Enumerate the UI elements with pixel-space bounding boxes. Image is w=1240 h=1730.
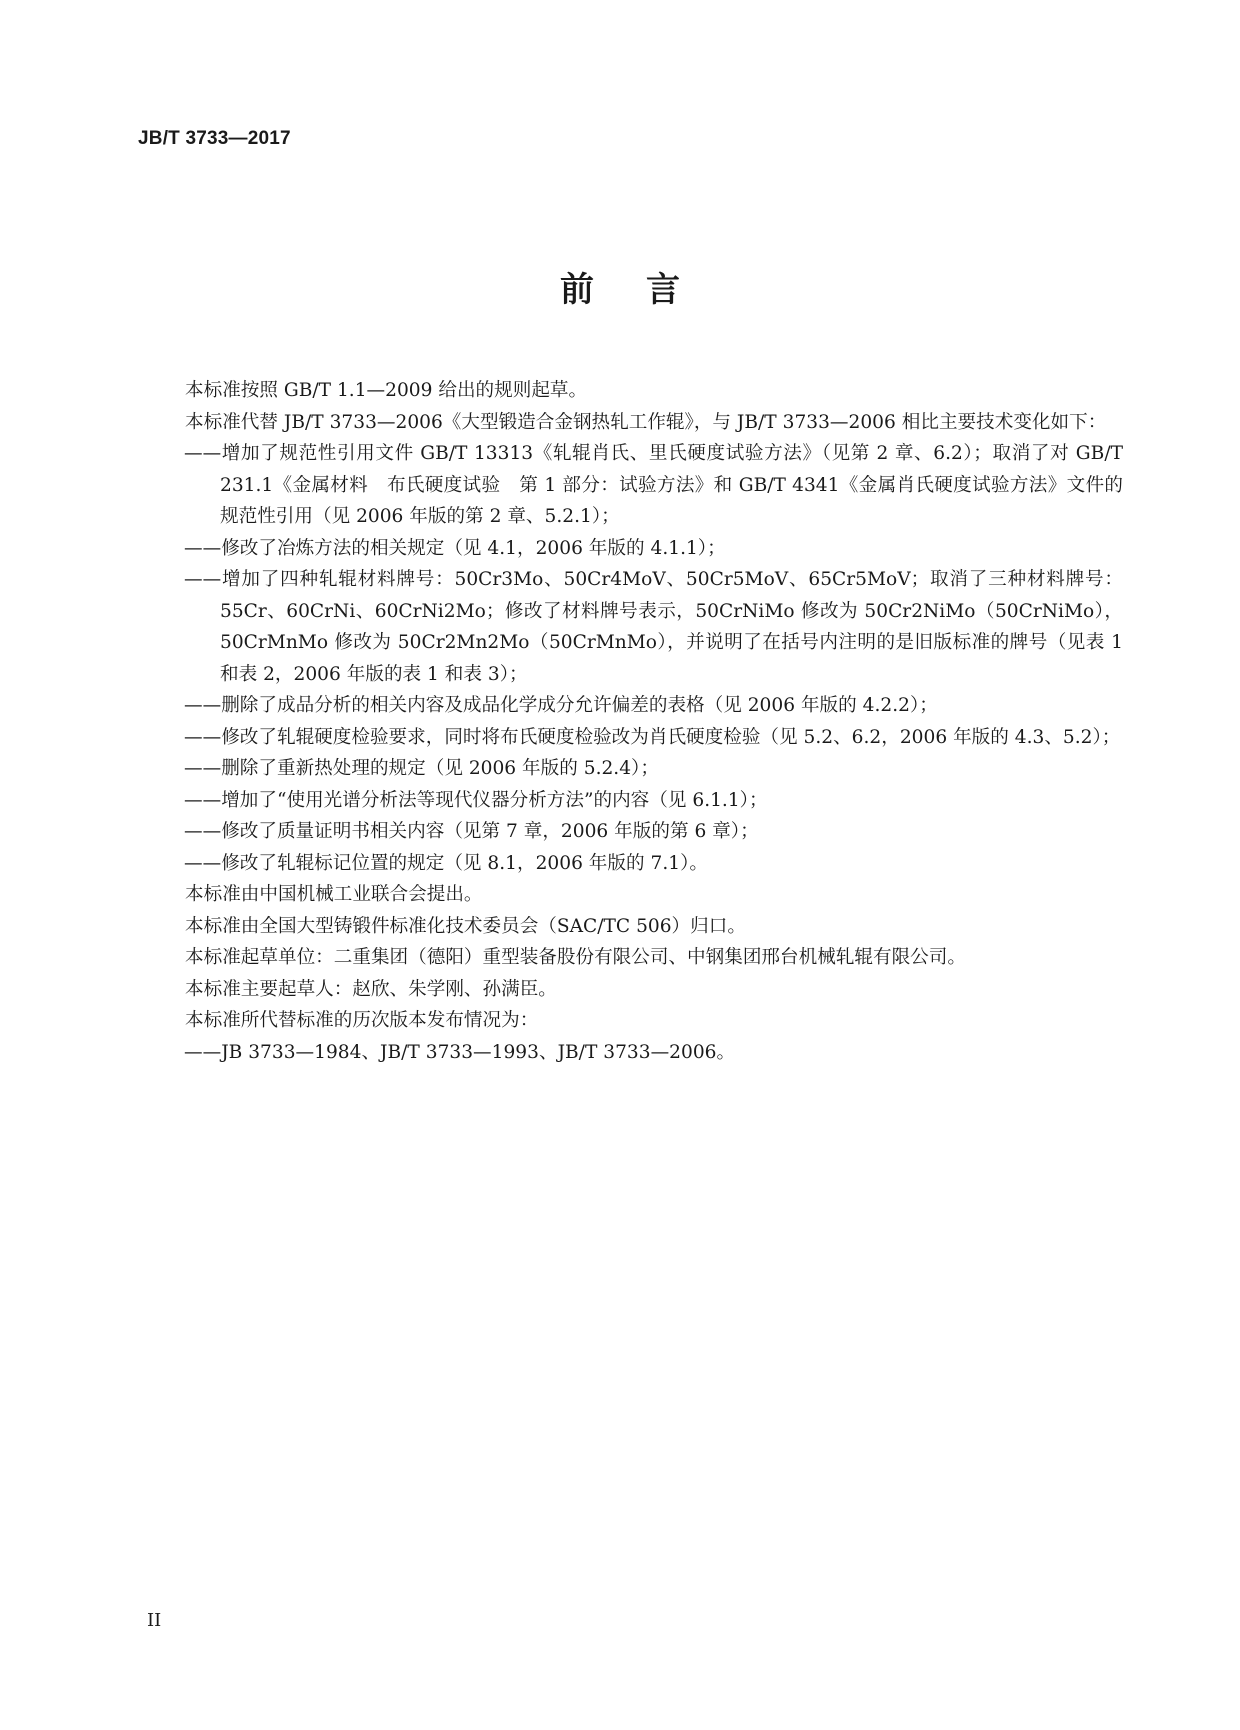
- change-item: ——修改了质量证明书相关内容（见第 7 章，2006 年版的第 6 章）；: [184, 821, 759, 842]
- paragraph-replacement: 本标准代替 JB/T 3733—2006《大型锻造合金钢热轧工作辊》，与 JB/T 3733—2006 相比主要技术变化如下：: [185, 411, 1107, 433]
- change-item: ——修改了冶炼方法的相关规定（见 4.1，2006 年版的 4.1.1）；: [184, 537, 726, 559]
- paragraph-proposer: 本标准由中国机械工业联合会提出。: [185, 884, 483, 905]
- paragraph-drafters: 本标准主要起草人：赵欣、朱学刚、孙满臣。: [185, 978, 557, 1000]
- history-item: ——JB 3733—1984、JB/T 3733—1993、JB/T 3733—2006。: [184, 1041, 736, 1063]
- paragraph-history-intro: 本标准所代替标准的历次版本发布情况为：: [185, 1010, 539, 1031]
- change-item: ——增加了“使用光谱分析法等现代仪器分析方法”的内容（见 6.1.1）；: [184, 789, 768, 811]
- paragraph-drafting-rules: 本标准按照 GB/T 1.1—2009 给出的规则起草。: [185, 380, 588, 401]
- change-item: ——删除了成品分析的相关内容及成品化学成分允许偏差的表格（见 2006 年版的 4.2.2）；: [184, 695, 938, 716]
- paragraph-drafting-units: 本标准起草单位：二重集团（德阳）重型装备股份有限公司、中钢集团邢台机械轧辊有限公司。: [185, 947, 966, 968]
- paragraph-committee: 本标准由全国大型铸锻件标准化技术委员会（SAC/TC 506）归口。: [185, 915, 746, 937]
- foreword-body: [148, 375, 1123, 1068]
- change-item: ——删除了重新热处理的规定（见 2006 年版的 5.2.4）；: [184, 758, 659, 779]
- change-item: ——增加了规范性引用文件 GB/T 13313《轧辊肖氏、里氏硬度试验方法》（见第 2 章、6.2）；取消了对 GB/T 231.1《金属材料 布氏硬度试验 第 1 部分：试验方法》和 GB/T 4341《金属肖氏硬度试验方法》文件的规范性引用（见 2006 年版的第 2 章、5.2.1）；: [184, 443, 1123, 527]
- change-item: ——修改了轧辊硬度检验要求，同时将布氏硬度检验改为肖氏硬度检验（见 5.2、6.2，2006 年版的 4.3、5.2）；: [184, 726, 1121, 748]
- page-title: 前言: [560, 270, 732, 310]
- change-item: ——修改了轧辊标记位置的规定（见 8.1，2006 年版的 7.1）。: [184, 852, 708, 874]
- change-item: ——增加了四种轧辊材料牌号：50Cr3Mo、50Cr4MoV、50Cr5MoV、65Cr5MoV；取消了三种材料牌号：55Cr、60CrNi、60CrNi2Mo；修改了材料牌号表示，50CrNiMo 修改为 50Cr2NiMo（50CrNiMo），50CrMnMo 修改为 50Cr2Mn2Mo（50CrMnMo），并说明了在括号内注明的是旧版标准的牌号（见表 1 和表 2，2006 年版的表 1 和表 3）；: [184, 569, 1123, 685]
- page-number: II: [147, 1610, 162, 1631]
- standard-code-header: JB/T 3733—2017: [138, 128, 291, 149]
